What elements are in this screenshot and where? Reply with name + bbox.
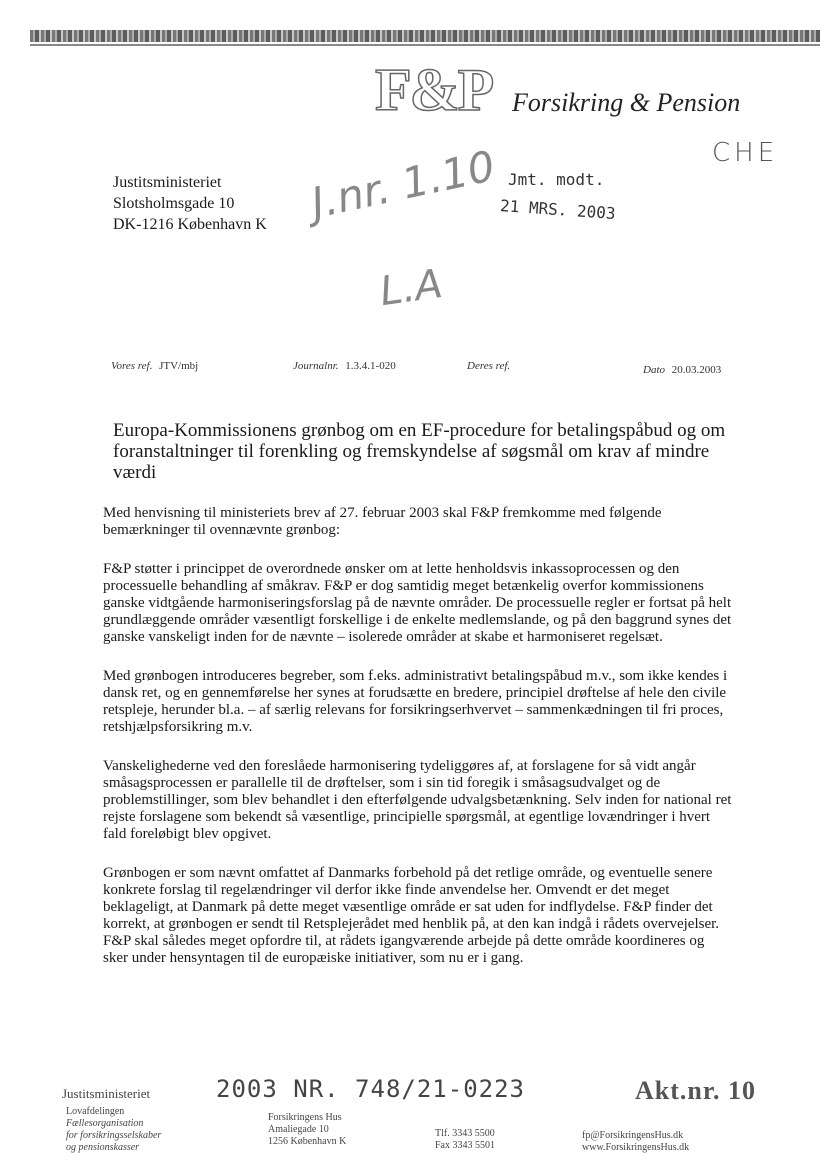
received-stamp-label: Jmt. modt. (508, 170, 605, 189)
addr-line-3: 1256 København K (268, 1136, 347, 1147)
paragraph-5: Grønbogen er som nævnt omfattet af Danmarks forbehold på det retlige område, og eventuelle senere konkrete forslag til regelændringer vil derfor ikke finde anvendelse her. Omvendt er det meget beklageligt, at Danmark på dette meget væsentlige område er sat uden for indflydelse. F&P finder det korrekt, at grønbogen er sendt til Retsplejerådet med henblik på, at den kan indgå i rådets overvejelser. F&P skal således meget opfordre til, at rådets igangværende arbejde på dette område koordineres og sker under hensyntagen til de europæiske initiativer, som nu er i gang. (103, 865, 720, 966)
paragraph-2: F&P støtter i princippet de overordnede ønsker om at lette henholdsvis inkassoprocessen og den processuelle behandling af småkrav. F&P er dog samtidig meget betænkelig overfor kommissionens ganske vidtgående harmoniseringsforslag på de nævnte områder. De processuelle regler er fortsat på helt grundlæggende områder væsentligt forskellige i de enkelte medlemslande, og på den baggrund synes det ganske vanskeligt inden for de nævnte – isolerede områder at skabe et harmoniseret regelsæt. (103, 561, 732, 645)
letter-subject: Europa-Kommissionens grønbog om en EF-procedure for betalingspåbud og om foranstaltninger til forenkling og fremskyndelse af søgsmål om krav af mindre værdi (113, 420, 726, 483)
vores-ref-value: JTV/mbj (159, 360, 199, 372)
recipient-address (113, 172, 267, 235)
received-stamp-date: 21 MRS. 2003 (499, 195, 617, 224)
recipient-line-1: Justitsministeriet (113, 174, 222, 191)
paragraph-4: Vanskelighederne ved den foreslåede harmonisering tydeliggøres af, at forslagene for så vidt angår småsagsprocessen er parallelle til de drøftelser, som i sin tid foregik i småsagsudvalget og de problemstillinger, som blev behandlet i den efterfølgende udvalgsbetænkning. Selv inden for national ret rejste forslagene som bekendt så væsentlige, principielle spørgsmål, at egentlige lovændringer i hvert fald foreløbigt blev opgivet. (103, 758, 732, 842)
org-line-4: og pensionskasser (66, 1142, 140, 1153)
addr-line-2: Amaliegade 10 (268, 1124, 329, 1135)
fax-number: Fax 3343 5501 (435, 1140, 495, 1151)
org-line-1: Lovafdelingen (66, 1106, 125, 1117)
paragraph-1: Med henvisning til ministeriets brev af 27. februar 2003 skal F&P fremkomme med følgende bemærkninger til ovennævnte grønbog: (103, 505, 662, 538)
deres-ref-label: Deres ref. (467, 360, 511, 372)
footer-address (268, 1112, 346, 1148)
journal-ref-value: 1.3.4.1-020 (345, 360, 396, 372)
footer-phone (435, 1128, 495, 1152)
dato-value: 20.03.2003 (671, 364, 722, 376)
footer-contact (582, 1130, 689, 1154)
akt-number-stamp: Akt.nr. 10 (635, 1076, 757, 1105)
vores-ref-label: Vores ref. (111, 360, 153, 372)
addr-line-1: Forsikringens Hus (268, 1112, 342, 1123)
fp-logo: F&P (375, 57, 493, 123)
journal-ref-label: Journalnr. (293, 360, 339, 372)
letter-body (103, 505, 733, 989)
recipient-line-2: Slotsholmsgade 10 (113, 195, 235, 212)
web-link[interactable]: www.ForsikringensHus.dk (582, 1142, 690, 1153)
org-line-3: for forsikringsselskaber (66, 1130, 162, 1141)
recipient-line-3: DK-1216 København K (113, 216, 267, 233)
deres-ref (467, 360, 514, 372)
phone-number: Tlf. 3343 5500 (435, 1128, 495, 1139)
vores-ref (111, 360, 198, 372)
org-line-2: Fællesorganisation (66, 1118, 144, 1129)
company-tagline: Forsikring & Pension (512, 88, 741, 117)
fax-header-line (30, 44, 820, 46)
handwritten-initials: L.A (377, 260, 446, 316)
dato-ref (643, 364, 721, 376)
fax-header-bar (30, 30, 820, 42)
journal-ref (293, 360, 396, 372)
handwritten-scribble: J.nr. 1.10 (306, 141, 500, 228)
footer-organization (66, 1106, 161, 1154)
ministry-stamp: Justitsministeriet (62, 1086, 151, 1101)
case-number-stamp: 2003 NR. 748/21-0223 (216, 1075, 525, 1103)
dato-label: Dato (643, 364, 665, 376)
paragraph-3: Med grønbogen introduceres begreber, som f.eks. administrativt betalingspåbud m.v., som ikke kendes i dansk ret, og en gennemførelse her synes at forudsætte en bredere, principiel drøftelse af hele den civile retspleje, herunder bl.a. – af særlig relevans for forsikringserhvervet – sammenkædningen til fri proces, retshjælpsforsikring m.v. (103, 668, 728, 735)
handwritten-note: CHE (712, 138, 779, 168)
email-link[interactable]: fp@ForsikringensHus.dk (582, 1130, 684, 1141)
